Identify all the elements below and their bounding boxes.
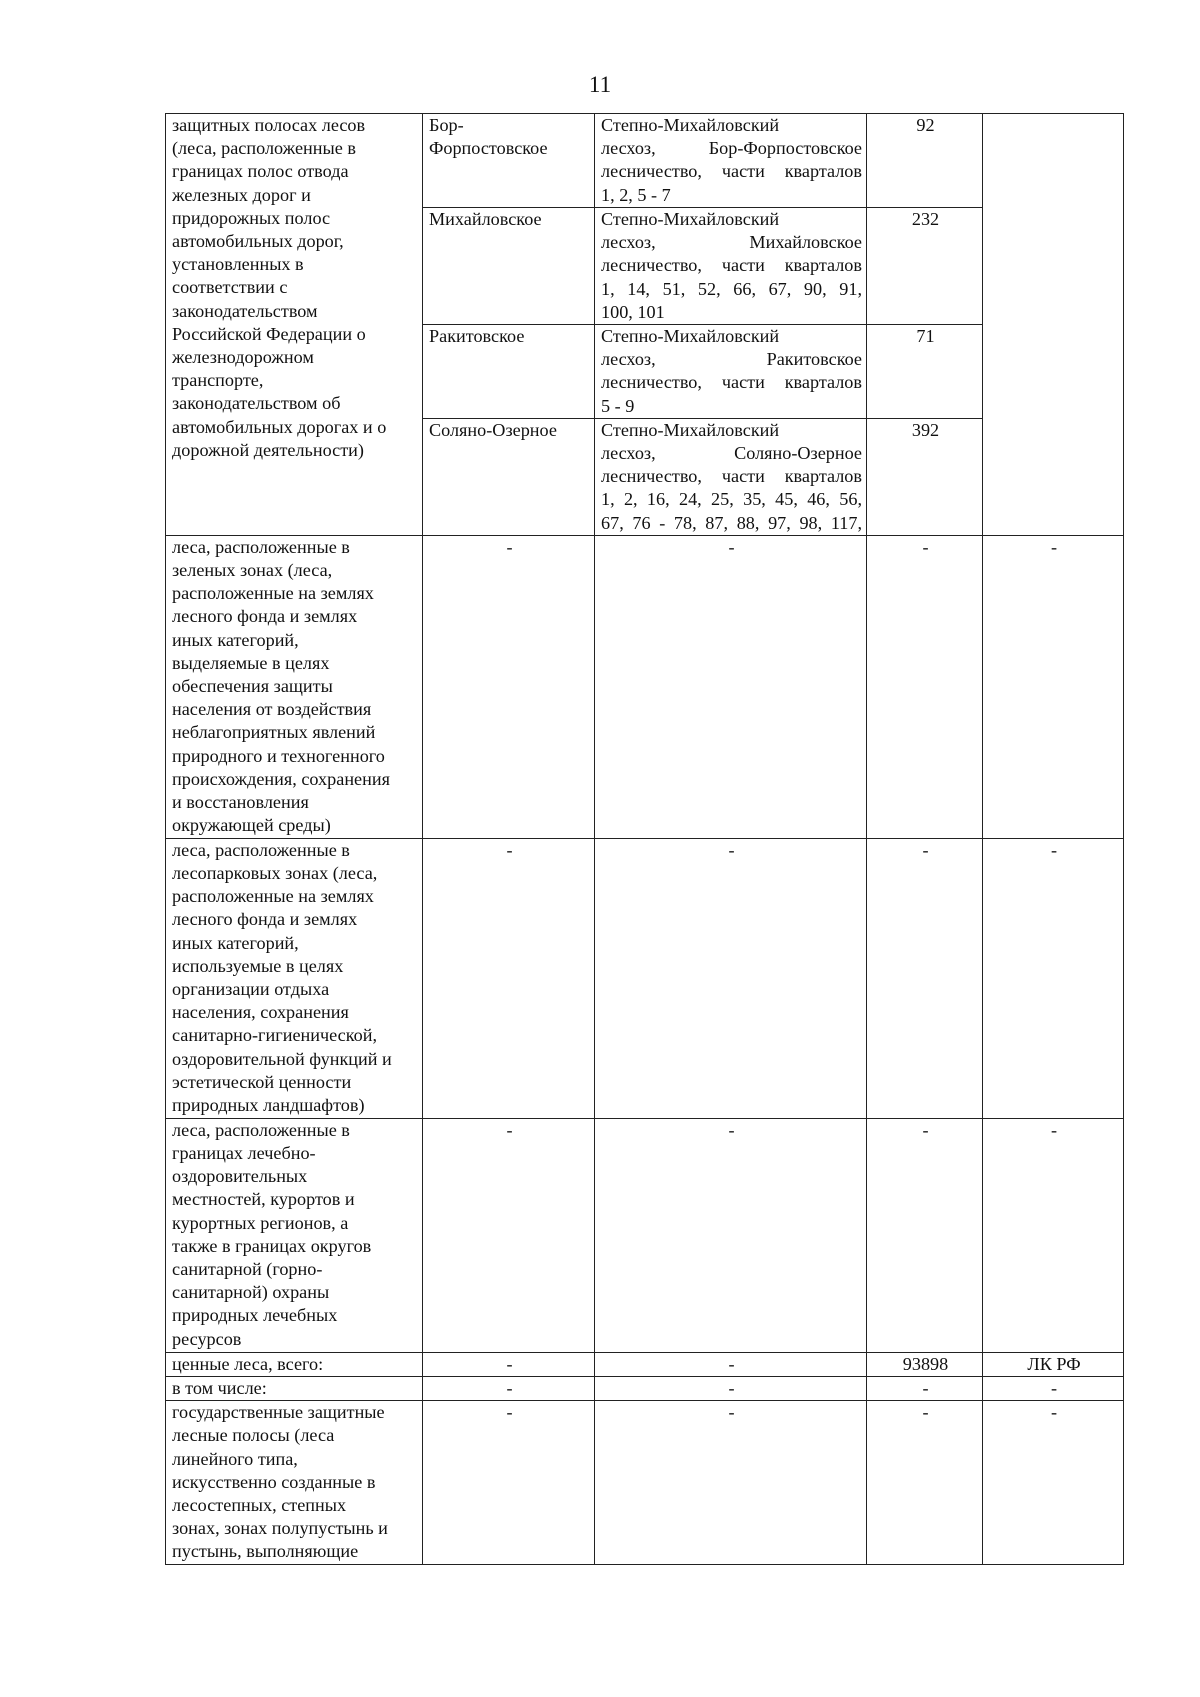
- basis-cell: [983, 1352, 1124, 1376]
- location-line: 1, 2, 16, 24, 25, 35, 45, 46, 56,: [601, 489, 862, 510]
- location-cell: [595, 418, 867, 535]
- location-line: лесхоз, Бор-Форпостовское: [601, 138, 862, 159]
- dash-value: -: [922, 536, 929, 557]
- forestry-name-cell: [423, 1377, 595, 1401]
- page-number: 11: [588, 72, 612, 97]
- location-cell: [595, 535, 867, 838]
- location-cell: [595, 1377, 867, 1401]
- dash-value: -: [922, 1119, 929, 1140]
- category-text: ценные леса, всего:: [172, 1353, 324, 1374]
- location-line: 5 - 9: [601, 395, 635, 416]
- dash-value: -: [728, 536, 735, 557]
- category-cell: [166, 1377, 423, 1401]
- area-cell: [867, 208, 983, 325]
- basis-cell: [983, 114, 1124, 536]
- basis-cell: [983, 1401, 1124, 1565]
- location-cell: [595, 325, 867, 419]
- location-cell: [595, 1352, 867, 1376]
- dash-value: -: [1050, 1119, 1058, 1140]
- area-cell: [867, 418, 983, 535]
- category-text: леса, расположенные в зеленых зонах (леса, расположенные на землях лесного фонда и землях иных категорий, выделяемые в целях обеспечения защиты населения от воздействия неблагоприятных явлений природного и техногенного происхождения, сохранения и восстановления окружающей среды): [172, 536, 390, 836]
- category-text: леса, расположенные в лесопарковых зонах (леса, расположенные на землях лесного фонда и землях иных категорий, используемые в целях организации отдыха населения, сохранения санитарно-гигиенической, оздоровительной функций и эстетической ценности природных ландшафтов): [172, 839, 392, 1116]
- forestry-name-cell: [423, 208, 595, 325]
- location-line: 1, 2, 5 - 7: [601, 184, 671, 205]
- table-row: [166, 114, 1124, 208]
- dash-value: -: [728, 1353, 735, 1374]
- area-value: 232: [911, 209, 940, 229]
- basis-value: ЛК РФ: [1027, 1353, 1081, 1374]
- dash-value: -: [506, 839, 513, 860]
- location-line: лесничество, части кварталов: [601, 161, 862, 182]
- basis-cell: [983, 535, 1124, 838]
- forestry-name-cell: [423, 325, 595, 419]
- basis-cell: [983, 1377, 1124, 1401]
- location-line: лесничество, части кварталов: [601, 466, 862, 487]
- basis-cell: [983, 1118, 1124, 1352]
- forestry-name-cell: [423, 114, 595, 208]
- forestry-name: Соляно-Озерное: [429, 419, 557, 440]
- dash-value: -: [506, 1119, 513, 1140]
- location-line: лесхоз, Ракитовское: [601, 349, 862, 370]
- category-text: леса, расположенные в границах лечебно- оздоровительных местностей, курортов и курортных регионов, а также в границах округов санитарной (горно- санитарной) охраны природных лечебных ресурсов: [172, 1119, 372, 1349]
- table-row: [166, 1401, 1124, 1565]
- table-row: [166, 1352, 1124, 1376]
- area-value: 93898: [902, 1353, 949, 1374]
- location-cell: [595, 1118, 867, 1352]
- basis-cell: [983, 838, 1124, 1118]
- area-cell: [867, 838, 983, 1118]
- location-cell: [595, 838, 867, 1118]
- area-value: 71: [916, 326, 935, 347]
- category-cell: [166, 535, 423, 838]
- location-line: лесничество, части кварталов: [601, 372, 862, 393]
- dash-value: -: [1050, 1378, 1058, 1399]
- location-cell: [595, 114, 867, 208]
- forestry-name: Михайловское: [429, 209, 542, 229]
- table-row: [166, 1377, 1124, 1401]
- location-line: лесничество, части кварталов: [601, 255, 862, 276]
- area-cell: [867, 1377, 983, 1401]
- forestry-name-cell: [423, 535, 595, 838]
- dash-value: -: [1050, 839, 1058, 860]
- dash-value: -: [922, 839, 929, 860]
- location-cell: [595, 1401, 867, 1565]
- table-row: [166, 535, 1124, 838]
- location-line: Степно-Михайловский: [601, 326, 780, 347]
- dash-value: -: [922, 1378, 929, 1399]
- location-line: лесхоз, Михайловское: [601, 232, 862, 253]
- category-cell: [166, 1118, 423, 1352]
- dash-value: -: [506, 1353, 513, 1374]
- dash-value: -: [728, 839, 735, 860]
- area-cell: [867, 1352, 983, 1376]
- category-cell: [166, 114, 423, 536]
- forestry-name-cell: [423, 1118, 595, 1352]
- category-text: в том числе:: [172, 1378, 267, 1399]
- location-line: Степно-Михайловский: [601, 115, 780, 135]
- location-line: лесхоз, Соляно-Озерное: [601, 443, 862, 464]
- area-cell: [867, 325, 983, 419]
- area-cell: [867, 1118, 983, 1352]
- dash-value: -: [506, 1378, 513, 1399]
- dash-value: -: [728, 1119, 735, 1140]
- area-value: 92: [916, 115, 935, 135]
- forestry-name-cell: [423, 1352, 595, 1376]
- category-text: защитных полосах лесов (леса, расположенные в границах полос отвода железных дорог и придорожных полос автомобильных дорог, установленных в соответствии с законодательством Российской Федерации о железнодорожном транспорте, законодательством об автомобильных дорогах и о дорожной деятельности): [172, 115, 387, 460]
- location-line: 100, 101: [601, 301, 665, 322]
- dash-value: -: [506, 536, 513, 557]
- dash-value: -: [1050, 536, 1058, 557]
- dash-value: -: [728, 1402, 735, 1423]
- location-line: 67, 76 - 78, 87, 88, 97, 98, 117,: [601, 512, 862, 533]
- category-cell: [166, 1352, 423, 1376]
- location-line: Степно-Михайловский: [601, 209, 780, 229]
- location-line: Степно-Михайловский: [601, 419, 780, 440]
- table-row: [166, 1118, 1124, 1352]
- forestry-name-cell: [423, 418, 595, 535]
- area-cell: [867, 535, 983, 838]
- category-cell: [166, 1401, 423, 1565]
- forestry-name: Ракитовское: [429, 326, 525, 347]
- dash-value: -: [1050, 1402, 1058, 1423]
- dash-value: -: [506, 1402, 513, 1423]
- dash-value: -: [922, 1402, 929, 1423]
- forestry-name-cell: [423, 1401, 595, 1565]
- category-cell: [166, 838, 423, 1118]
- location-line: 1, 14, 51, 52, 66, 67, 90, 91,: [601, 278, 862, 299]
- area-value: 392: [911, 419, 940, 440]
- table-row: [166, 838, 1124, 1118]
- category-text: государственные защитные лесные полосы (леса линейного типа, искусственно созданные в лесостепных, степных зонах, зонах полупустынь и пустынь, выполняющие: [172, 1402, 388, 1562]
- location-cell: [595, 208, 867, 325]
- area-cell: [867, 114, 983, 208]
- dash-value: -: [728, 1378, 735, 1399]
- area-cell: [867, 1401, 983, 1565]
- forestry-name: Бор- Форпостовское: [429, 115, 548, 159]
- forest-category-table: [165, 113, 1124, 1565]
- forestry-name-cell: [423, 838, 595, 1118]
